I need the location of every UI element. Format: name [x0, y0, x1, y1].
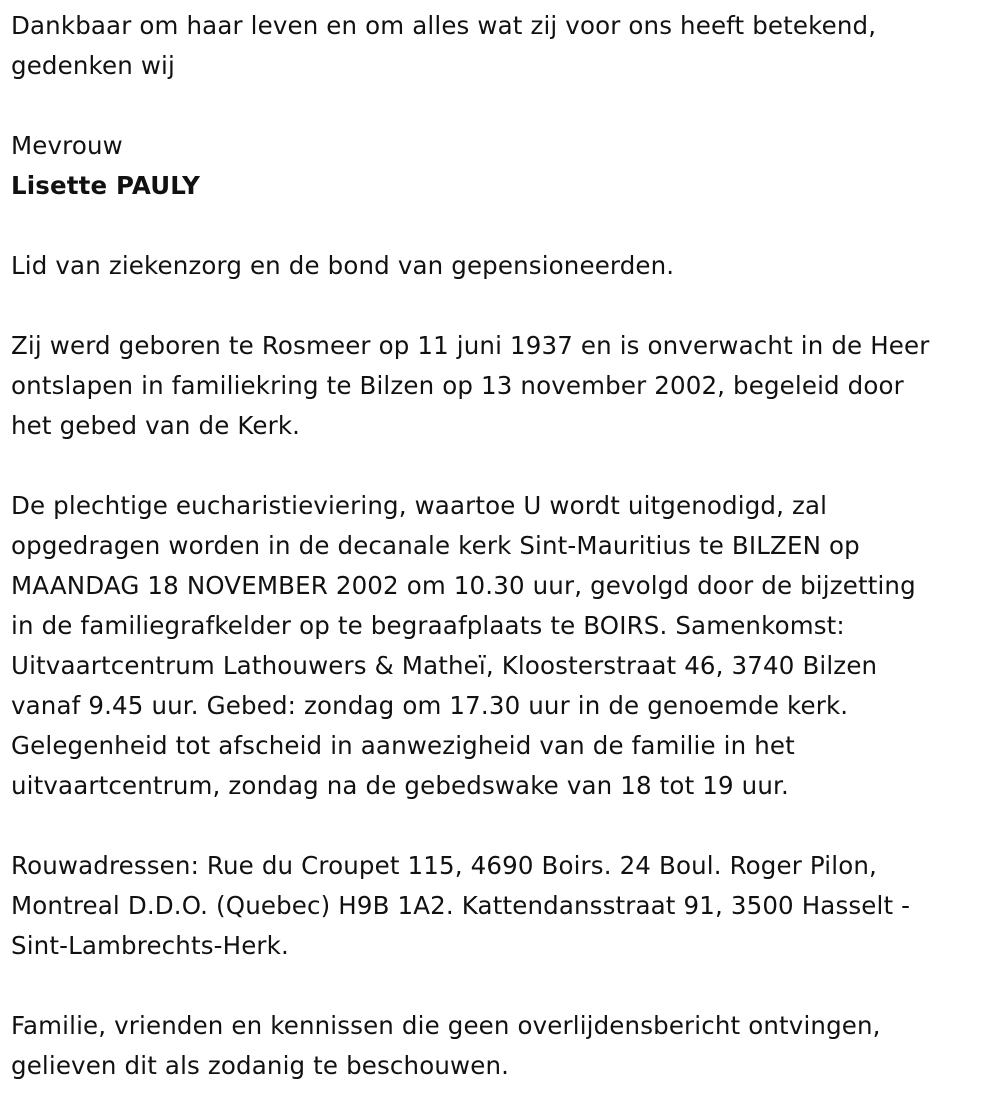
text-line: Uitvaartcentrum Lathouwers & Matheï, Kloosterstraat 46, 3740 Bilzen — [11, 651, 878, 680]
text-line: in de familiegrafkelder op te begraafplaats te BOIRS. Samenkomst: — [11, 611, 845, 640]
paragraph-spacer — [11, 286, 1000, 326]
text-line: gedenken wij — [11, 51, 175, 80]
text-line: Sint-Lambrechts-Herk. — [11, 931, 289, 960]
text-line: Montreal D.D.O. (Quebec) H9B 1A2. Kattendansstraat 91, 3500 Hasselt - — [11, 891, 911, 920]
paragraph-spacer — [11, 206, 1000, 246]
text-line: het gebed van de Kerk. — [11, 411, 301, 440]
text-line: gelieven dit als zodanig te beschouwen. — [11, 1051, 510, 1080]
text-line: uitvaartcentrum, zondag na de gebedswake van 18 tot 19 uur. — [11, 771, 789, 800]
funeral-paragraph — [11, 486, 1000, 806]
text-line: vanaf 9.45 uur. Gebed: zondag om 17.30 uur in de genoemde kerk. — [11, 691, 849, 720]
paragraph-spacer — [11, 86, 1000, 126]
text-line: opgedragen worden in de decanale kerk Sint-Mauritius te BILZEN op — [11, 531, 860, 560]
text-line: Gelegenheid tot afscheid in aanwezigheid van de familie in het — [11, 731, 795, 760]
text-line: ontslapen in familiekring te Bilzen op 13 november 2002, begeleid door — [11, 371, 904, 400]
text-line: MAANDAG 18 NOVEMBER 2002 om 10.30 uur, gevolgd door de bijzetting — [11, 571, 916, 600]
closing-paragraph — [11, 1006, 1000, 1086]
salutation: Mevrouw — [11, 131, 123, 160]
addresses-paragraph — [11, 846, 1000, 966]
paragraph-spacer — [11, 966, 1000, 1006]
text-line: Familie, vrienden en kennissen die geen overlijdensbericht ontvingen, — [11, 1011, 881, 1040]
membership-line: Lid van ziekenzorg en de bond van gepensioneerden. — [11, 251, 675, 280]
text-line: Dankbaar om haar leven en om alles wat zij voor ons heeft betekend, — [11, 11, 877, 40]
text-line: Zij werd geboren te Rosmeer op 11 juni 1937 en is onverwacht in de Heer — [11, 331, 930, 360]
paragraph-spacer — [11, 806, 1000, 846]
intro-paragraph — [11, 6, 1000, 86]
text-line: Rouwadressen: Rue du Croupet 115, 4690 Boirs. 24 Boul. Roger Pilon, — [11, 851, 877, 880]
birth-death-paragraph — [11, 326, 1000, 446]
text-line: De plechtige eucharistieviering, waartoe U wordt uitgenodigd, zal — [11, 491, 828, 520]
deceased-name: Lisette PAULY — [11, 171, 201, 200]
paragraph-spacer — [11, 446, 1000, 486]
